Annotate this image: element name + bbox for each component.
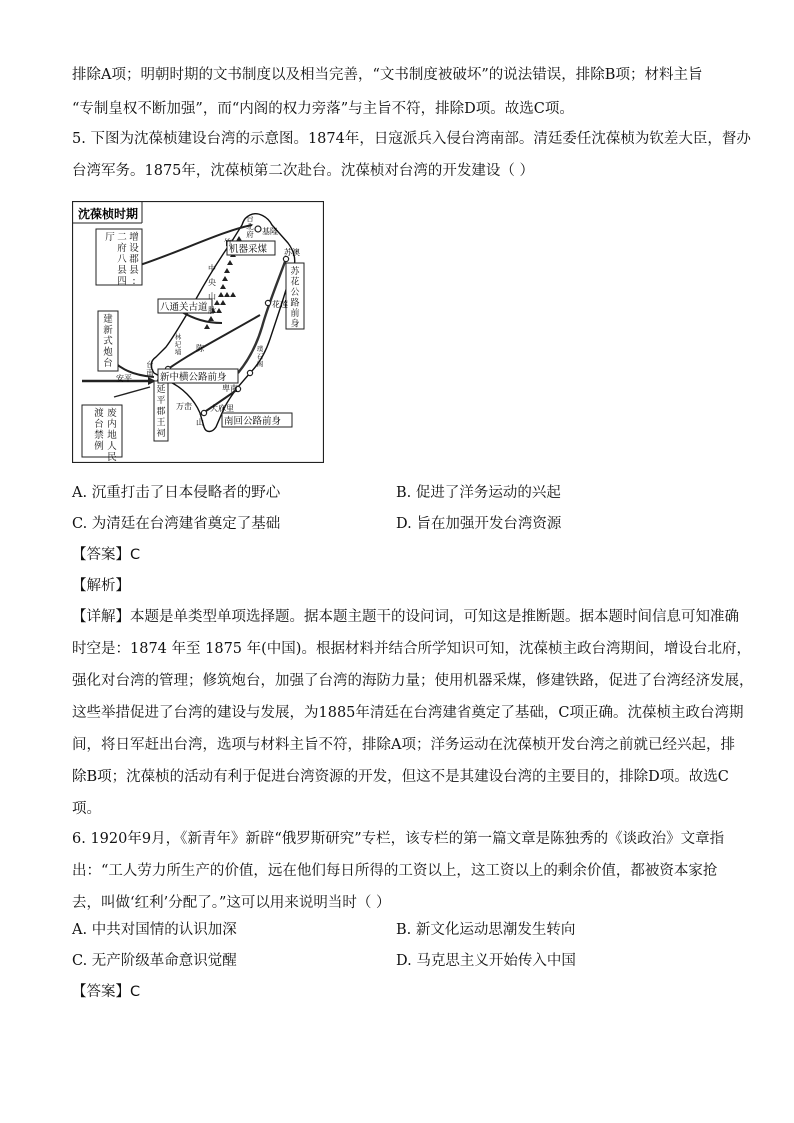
central-mountain-label-char: 中 [208,264,216,273]
ban-lift-box-text-char: 台 [94,419,104,430]
new-fort-box-text-char: 式 [103,336,113,347]
q5-option-a: A. 沉重打击了日本侵略者的野心 [72,485,281,501]
q5-option-c: C. 为清廷在台湾建省奠定了基础 [72,516,281,532]
pushige-label [257,344,264,368]
q5-detail-line-1: 【详解】本题是单类型单项选择题。据本题主题干的设问词，可知这是推断题。据本题时间信息可知准确 [72,609,739,625]
q5-stem-line-1: 5. 下图为沈葆桢建设台湾的示意图。1874年，日寇派兵入侵台湾南部。清廷委任沈葆桢为钦差大臣，督办 [72,131,751,147]
koxinga-shrine-box-text-char: 祠 [156,429,166,439]
linqipu-label-char: 林 [174,333,182,341]
small-label-b: 陈 [196,344,204,353]
central-mountain-label-char: 山 [208,292,216,301]
koxinga-shrine-box-text-char: 郡 [156,407,166,417]
suhua-road-box-text-char: 路 [290,298,300,309]
taipei-prefecture-label [246,213,254,239]
ban-lift-box-text-char: 废 [107,408,117,419]
taipei-prefecture-label-char: 台 [246,214,254,223]
q6-stem-line-2: 出：“工人劳力所生产的价值，远在他们每日所得的工资以上，这工资以上的剩余价值，都被资本家抢 [72,863,718,879]
small-label-c: 山 [196,418,204,427]
south-link-road-label: 南回公路前身 [224,416,282,427]
tainan-label [146,359,154,377]
q5-option-d: D. 旨在加强开发台湾资源 [396,516,562,532]
beinan-label: 卑南 [222,384,238,393]
admin-division-box-text-char: 设 [129,243,139,254]
admin-division-box-text-char: 府 [117,243,127,254]
suhua-road-box-text-char: 公 [290,288,300,298]
q5-detail-line-7: 项。 [72,801,101,817]
ban-lift-box-text-char: 地 [107,430,117,441]
central-mountain-label-char: 脉 [208,306,216,315]
intro-line-2: “专制皇权不断加强”，而“内阁的权力旁落”与主旨不符，排除D项。故选C项。 [72,101,574,117]
taipei-prefecture-label-char: 北 [246,222,254,231]
hualien-label: 花莲 [272,300,288,309]
new-fort-box-text-char: 新 [103,325,113,336]
dapoli-label: 大庥里 [210,404,234,413]
admin-division-box-text-char: 县 [129,265,139,276]
tainan-label-char: 台 [146,360,154,369]
intro-line-1: 排除A项；明朝时期的文书制度以及相当完善，“文书制度被破坏”的说法错误，排除B项；材料主旨 [72,67,703,83]
koxinga-shrine-box-text-char: 平 [156,396,166,406]
new-fort-box-text-char: 建 [103,314,113,325]
q5-analysis-heading: 【解析】 [72,578,130,594]
q6-stem-line-1: 6. 1920年9月，《新青年》新辟“俄罗斯研究”专栏，该专栏的第一篇文章是陈独秀的《谈政治》文章指 [72,831,725,847]
admin-division-box-text-char: 县 [117,265,127,276]
ban-lift-box-text-char: 禁 [94,430,104,441]
new-fort-box-text-char: 台 [103,358,113,369]
ban-lift-box-text-char: 渡 [94,408,104,419]
q5-detail-line-4: 这些举措促进了台湾的建设与发展，为1885年清廷在台湾建省奠定了基础，C项正确。沈葆桢主政台湾期 [72,705,744,721]
q5-option-b: B. 促进了洋务运动的兴起 [396,485,561,501]
admin-division-box-text-char: 二 [117,232,127,243]
ban-lift-box-text-char: 例 [94,441,104,452]
koxinga-shrine-box-text-char: 延 [156,385,166,395]
keelung-label: 基隆 [262,227,278,236]
q5-answer: 【答案】C [72,547,141,563]
suhua-road-box-text [290,265,300,330]
batongguan-label: 八通关古道 [160,302,208,313]
suhua-road-box-text-char: 身 [290,319,300,330]
central-cross-road-label: 新中横公路前身 [160,372,227,383]
ban-lift-box-text-char: 民 [107,452,117,463]
admin-division-box-text-char: 郡 [129,254,139,265]
tainan-label-char: 南 [146,368,154,377]
koxinga-shrine-box-text-char: 王 [156,418,166,428]
pushige-label-char: 璞 [256,345,264,353]
new-fort-box-text [103,313,113,369]
pushige-label-char: 阁 [256,360,264,368]
admin-division-box-text-char: 四 [117,276,127,287]
q6-option-a: A. 中共对国情的认识加深 [72,922,237,938]
coal-mining-label: 机器采煤 [229,244,268,255]
admin-division-box-text-char: 八 [117,254,127,265]
q6-option-c: C. 无产阶级革命意识觉醒 [72,953,237,969]
q6-option-d: D. 马克思主义开始传入中国 [396,953,576,969]
ban-lift-box-text-char: 人 [107,441,117,452]
suao-label: 苏澳 [284,248,300,257]
suhua-road-box-text-char: 前 [290,309,300,319]
admin-division-box-text-char: 厅 [105,232,115,243]
q5-detail-line-6: 除B项；沈葆桢的活动有利于促进台湾资源的开发，但这不是其建设台湾的主要目的，排除D项。故选C [72,769,729,785]
q6-stem-line-3: 去，叫做‘红利’分配了。”这可以用来说明当时（ ） [72,895,391,911]
linqipu-label-char: 圮 [174,340,182,349]
q5-detail-line-2: 时空是：1874 年至 1875 年(中国)。根据材料并结合所学知识可知，沈葆桢主政台湾期间，增设台北府， [72,641,751,657]
pushige-label-char: 石 [256,352,264,361]
new-fort-box-text-char: 炮 [103,347,113,358]
ban-lift-box-text-char: 内 [107,419,117,430]
taipei-prefecture-label-char: 府 [246,230,254,239]
q6-answer: 【答案】C [72,984,141,1000]
central-mountain-label-char: 央 [208,278,216,287]
q5-stem-line-2: 台湾军务。1875年，沈葆桢第二次赴台。沈葆桢对台湾的开发建设（ ） [72,163,535,179]
linqipu-label-char: 埔 [174,348,182,356]
admin-division-box-text-char: 增 [129,232,139,243]
wanluan-label: 万峦 [176,402,192,411]
q5-detail-line-3: 强化对台湾的管理；修筑炮台，加强了台湾的海防力量；使用机器采煤，修建铁路，促进了台湾经济发展， [72,673,754,689]
suhua-road-box-text-char: 苏 [290,267,300,277]
shen-baozhen-taiwan-map [72,201,324,463]
linqipu-label [175,332,182,356]
q5-detail-line-5: 间，将日军赶出台湾，选项与材料主旨不符，排除A项；洋务运动在沈葆桢开发台湾之前就已经兴起，排 [72,737,735,753]
anping-label: 安平 [116,374,132,383]
map-title: 沈葆桢时期 [78,207,139,221]
admin-division-box-text-char: : [132,276,136,287]
q6-option-b: B. 新文化运动思潮发生转向 [396,922,576,938]
suhua-road-box-text-char: 花 [290,277,300,288]
small-label-a: 竹 [224,238,232,247]
koxinga-shrine-box-text [156,383,165,439]
